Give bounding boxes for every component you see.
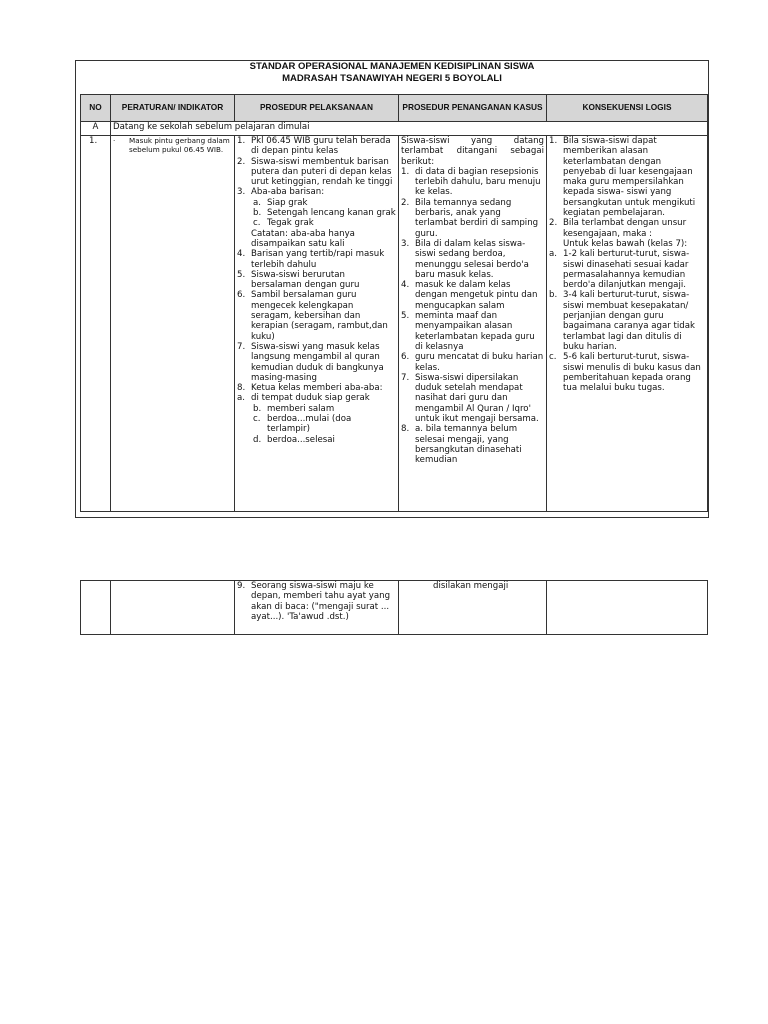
- cont-handling: [399, 581, 547, 635]
- cont-no: [81, 581, 111, 635]
- section-no: A: [81, 122, 111, 136]
- consequence-item: Untuk kelas bawah (kelas 7):: [563, 238, 688, 249]
- handling-item: 4. masuk ke dalam kelas dengan mengetuk pintu dan mengucapkan salam: [401, 280, 538, 311]
- document-title: [75, 61, 709, 85]
- handling-item: 6. guru mencatat di buku harian kelas.: [401, 352, 544, 373]
- consequence-item: 1. Bila siswa-siswi dapat memberikan alasan keterlambatan dengan penyebab di luar kesengajaan maka guru mempersilahkan kepada siswa- siswi yang bersangkutan untuk mengikuti kegiatan pembelajaran.: [549, 136, 696, 219]
- title-line-2: MADRASAH TSANAWIYAH NEGERI 5 BOYOLALI: [282, 73, 502, 84]
- procedure-item: c. Tegak grak: [253, 218, 314, 229]
- handling-cell: [399, 136, 547, 512]
- procedure-item: c. berdoa...mulai (doa terlampir): [253, 414, 352, 435]
- procedure-item: b. Setengah lencang kanan grak: [253, 208, 396, 219]
- cont-consequence: [547, 581, 708, 635]
- consequence-item: c. 5-6 kali berturut-turut, siswa- siswi menulis di buku kasus dan pemberitahuan kepada orang tua melalui buku tugas.: [549, 352, 701, 394]
- procedure-item: 4. Barisan yang tertib/rapi masuk terlebih dahulu: [237, 249, 385, 270]
- procedure-item: a. di tempat duduk siap gerak: [237, 393, 370, 404]
- row-no: 1.: [81, 136, 111, 512]
- procedure-item: a. Siap grak: [253, 197, 308, 208]
- title-line-1: STANDAR OPERASIONAL MANAJEMEN KEDISIPLINAN SISWA: [249, 61, 535, 72]
- header-no: NO: [81, 95, 111, 122]
- cont-procedure: 9. Seorang siswa-siswi maju ke depan, memberi tahu ayat yang akan di baca: ("mengaji surat ... ayat...). 'Ta'awud .dst.): [235, 581, 399, 635]
- header-rule: PERATURAN/ INDIKATOR: [111, 95, 235, 122]
- continuation-row: [81, 581, 708, 635]
- cont-indicator: [111, 581, 235, 635]
- section-label: Datang ke sekolah sebelum pelajaran dimulai: [111, 122, 708, 136]
- consequence-list: [549, 136, 705, 511]
- consequence-cell: [547, 136, 708, 512]
- cont-procedure-text: Seorang siswa-siswi maju ke depan, memberi tahu ayat yang akan di baca: ("mengaji surat ... ayat...). 'Ta'awud .dst.): [251, 581, 391, 622]
- header-procedure: PROSEDUR PELAKSANAAN: [235, 95, 399, 122]
- cont-handling-text: disilakan mengaji: [433, 581, 509, 591]
- handling-intro: Siswa-siswi yang datang terlambat ditangani sebagai berikut:: [401, 136, 544, 167]
- section-row: [81, 122, 708, 136]
- procedure-item: 3. Aba-aba barisan:: [237, 187, 325, 198]
- procedure-cell: [235, 136, 399, 512]
- handling-item: 5. meminta maaf dan menyampaikan alasan keterlambatan kepada guru di kelasnya: [401, 311, 535, 352]
- handling-list: [401, 167, 544, 466]
- procedure-list: [237, 136, 396, 511]
- procedure-item: 5. Siswa-siswi berurutan bersalaman dengan guru: [237, 269, 360, 291]
- procedure-item: 8. Ketua kelas memberi aba-aba:: [237, 383, 383, 394]
- indicator-text: Masuk pintu gerbang dalam sebelum pukul 06.45 WIB.: [129, 136, 230, 154]
- procedure-item: b. memberi salam: [253, 403, 335, 414]
- handling-item: 7. Siswa-siswi dipersilakan duduk setelah mendapat nasihat dari guru dan mengambil Al Quran / Iqro' untuk ikut mengaji bersama.: [401, 372, 539, 425]
- header-consequence: KONSEKUENSI LOGIS: [547, 95, 708, 122]
- handling-item: 8. a. bila temannya belum selesai mengaji, yang bersangkutan dinasehati kemudian: [401, 424, 522, 466]
- handling-item: 1. di data di bagian resepsionis terlebih dahulu, baru menuju ke kelas.: [401, 166, 541, 198]
- header-row: [81, 95, 708, 122]
- consequence-item: a. 1-2 kali berturut-turut, siswa- siswi dinasehati sesuai kadar permasalahannya kemudian berdo'a dilanjutkan mengaji.: [549, 249, 690, 291]
- procedure-item: Catatan: aba-aba hanya disampaikan satu kali: [251, 228, 355, 249]
- table-row: [81, 136, 708, 512]
- indicator-bullet: ·: [113, 136, 116, 145]
- consequence-item: 2. Bila terlambat dengan unsur kesengajaan, maka :: [549, 218, 687, 239]
- handling-item: 2. Bila temannya sedang berbaris, anak yang terlambat berdiri di samping guru.: [401, 197, 539, 239]
- header-handling: PROSEDUR PENANGANAN KASUS: [399, 95, 547, 122]
- handling-item: 3. Bila di dalam kelas siswa-siswi sedang berdoa, menunggu selesai berdo'a baru masuk kelas.: [401, 238, 529, 280]
- procedure-item: d. berdoa...selesai: [253, 434, 335, 445]
- continuation-table: [80, 580, 708, 635]
- procedure-item: 7. Siswa-siswi yang masuk kelas langsung mengambil al quran kemudian duduk di bangkunya masing-masing: [237, 341, 384, 383]
- sop-table: [80, 94, 708, 512]
- indicator-cell: [111, 136, 235, 512]
- consequence-item: b. 3-4 kali berturut-turut, siswa- siswi membuat kesepakatan/ perjanjian dengan guru bagaimana caranya agar tidak terlambat lagi dan ditulis di buku harian.: [549, 290, 695, 352]
- procedure-item: 6. Sambil bersalaman guru mengecek kelengkapan seragam, kebersihan dan kerapian (seragam, rambut,dan kuku): [237, 290, 388, 342]
- procedure-item: 1. Pkl 06.45 WIB guru telah berada di depan pintu kelas: [237, 136, 391, 157]
- procedure-item: 2. Siswa-siswi membentuk barisan putera dan puteri di depan kelas urut ketinggian, rendah ke tinggi: [237, 156, 393, 188]
